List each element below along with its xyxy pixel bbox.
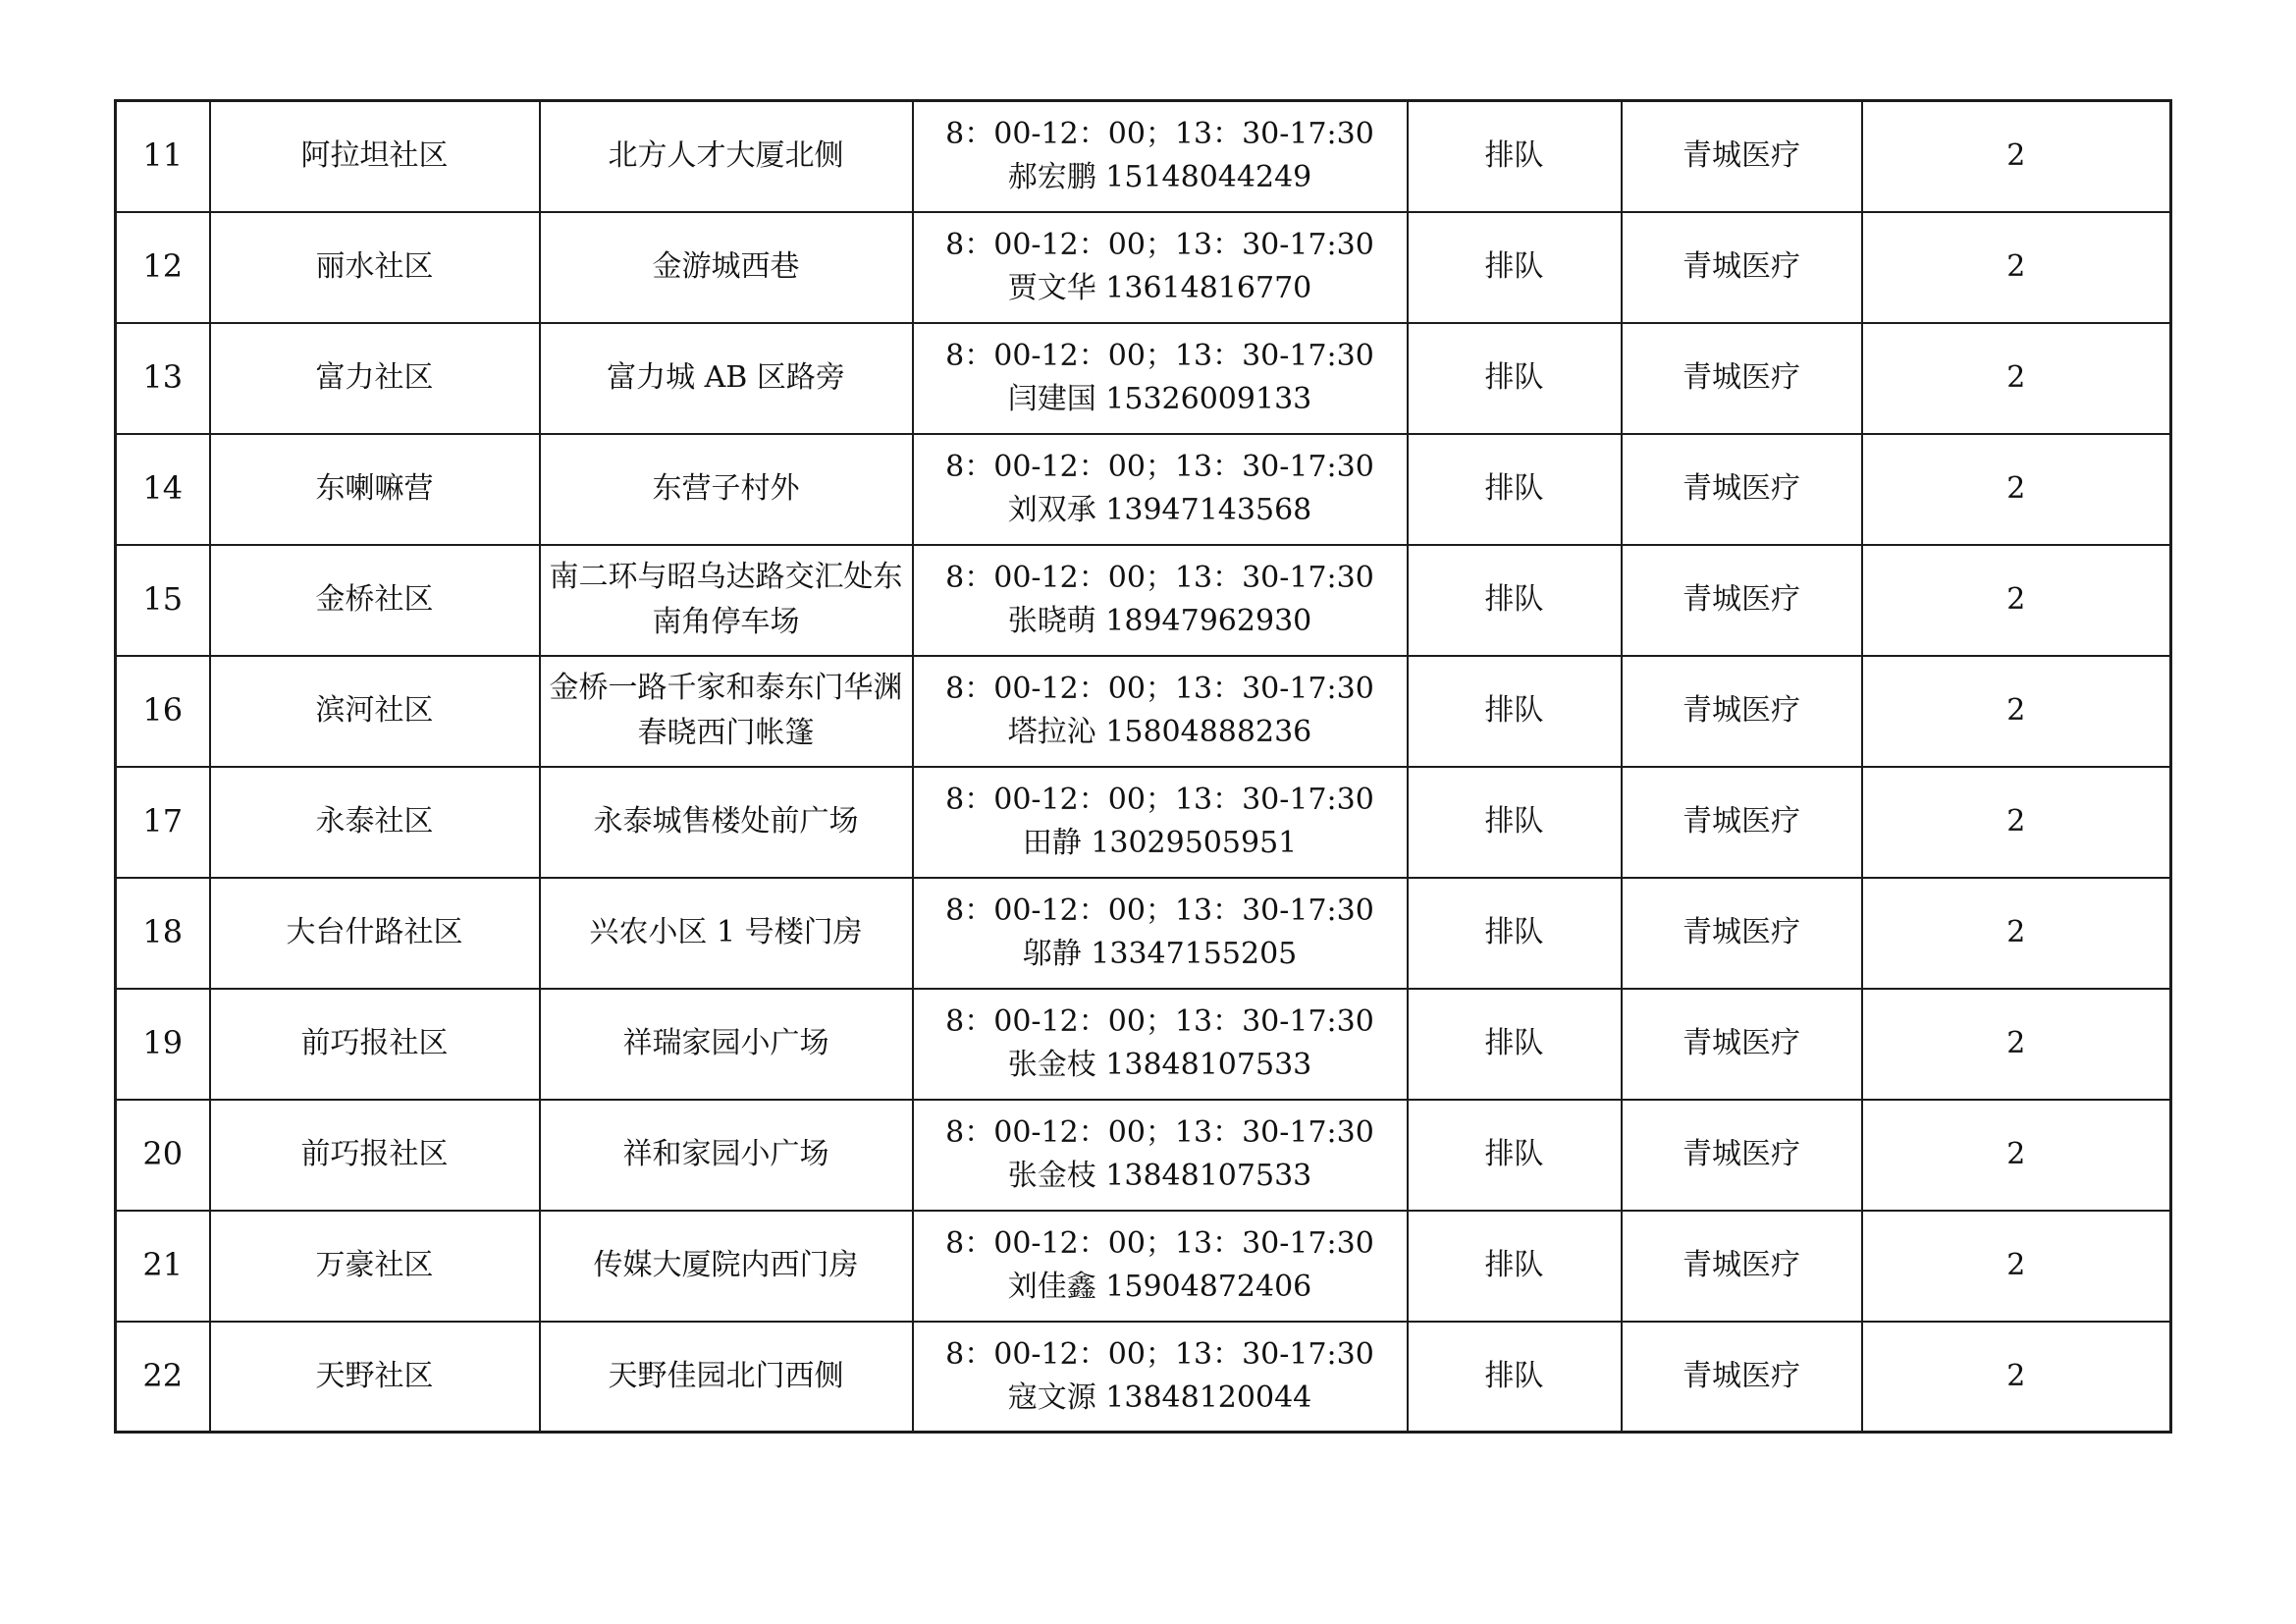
cell-schedule-contact [913,878,1408,989]
cell-schedule-contact [913,1211,1408,1322]
provider-text: 青城医疗 [1682,1026,1800,1060]
num-text: 16 [142,691,184,729]
schedule-text: 8：00-12：00；13：30-17:30 [945,1336,1374,1372]
method-text: 排队 [1484,582,1544,617]
cell-location [540,545,913,656]
cell-location [540,212,913,323]
location-text: 金桥一路千家和泰东门华渊春晓西门帐篷 [549,671,903,750]
cell-row-number [116,767,210,878]
cell-provider [1622,212,1862,323]
num-text: 17 [142,802,184,839]
community-text: 金桥社区 [315,582,434,617]
location-text: 兴农小区 1 号楼门房 [589,915,863,949]
cell-location [540,656,913,767]
location-text: 北方人才大厦北侧 [608,138,844,174]
cell-community-name [210,434,540,545]
cell-method [1408,1211,1622,1322]
method-text: 排队 [1484,915,1544,949]
location-text: 南二环与昭乌达路交汇处东南角停车场 [549,560,903,639]
provider-text: 青城医疗 [1682,1358,1800,1393]
cell-provider [1622,545,1862,656]
cell-method [1408,545,1622,656]
cell-count [1862,656,2171,767]
count-text: 2 [2006,360,2026,395]
cell-count [1862,878,2171,989]
provider-text: 青城医疗 [1682,1137,1800,1171]
num-text: 19 [142,1024,184,1061]
count-text: 2 [2006,471,2026,506]
location-text: 富力城 AB 区路旁 [607,360,845,395]
cell-count [1862,545,2171,656]
cell-location [540,989,913,1100]
cell-provider [1622,434,1862,545]
method-text: 排队 [1484,471,1544,506]
cell-row-number [116,212,210,323]
cell-community-name [210,1100,540,1211]
cell-schedule-contact [913,212,1408,323]
table-row [116,878,2171,989]
schedule-text: 8：00-12：00；13：30-17:30 [945,893,1374,928]
cell-community-name [210,545,540,656]
cell-method [1408,656,1622,767]
community-text: 富力社区 [315,360,434,395]
table-row [116,656,2171,767]
method-text: 排队 [1484,804,1544,839]
num-text: 11 [142,136,184,175]
table-row [116,323,2171,434]
num-text: 20 [142,1135,184,1172]
contact-text: 张金枝 13848107533 [1007,1159,1312,1193]
num-text: 12 [142,247,184,285]
location-text: 祥和家园小广场 [622,1137,829,1171]
schedule-text: 8：00-12：00；13：30-17:30 [945,672,1374,706]
contact-text: 邬静 13347155205 [1022,937,1298,971]
cell-row-number [116,878,210,989]
num-text: 22 [142,1356,184,1394]
count-text: 2 [2006,249,2026,284]
cell-count [1862,1100,2171,1211]
contact-text: 寇文源 13848120044 [1007,1380,1312,1415]
document-sheet [114,99,2172,1434]
contact-text: 张金枝 13848107533 [1007,1048,1312,1082]
location-text: 天野佳园北门西侧 [608,1358,844,1393]
provider-text: 青城医疗 [1682,1248,1800,1282]
cell-location [540,323,913,434]
table-row [116,1100,2171,1211]
cell-method [1408,434,1622,545]
community-sites-table [114,99,2172,1434]
count-text: 2 [2006,1358,2026,1393]
cell-location [540,767,913,878]
provider-text: 青城医疗 [1682,138,1800,174]
schedule-text: 8：00-12：00；13：30-17:30 [945,1115,1374,1150]
schedule-text: 8：00-12：00；13：30-17:30 [945,228,1374,262]
table-row [116,212,2171,323]
cell-schedule-contact [913,989,1408,1100]
cell-provider [1622,878,1862,989]
community-text: 前巧报社区 [300,1137,449,1171]
cell-location [540,1100,913,1211]
contact-text: 贾文华 13614816770 [1007,271,1312,305]
cell-count [1862,434,2171,545]
num-text: 14 [142,469,184,507]
schedule-text: 8：00-12：00；13：30-17:30 [945,783,1374,817]
count-text: 2 [2006,1248,2026,1282]
cell-community-name [210,656,540,767]
community-text: 永泰社区 [315,804,434,839]
community-text: 滨河社区 [315,693,434,728]
contact-text: 田静 13029505951 [1022,826,1298,860]
contact-text: 刘双承 13947143568 [1007,493,1312,527]
cell-count [1862,1322,2171,1433]
location-text: 金游城西巷 [652,249,800,284]
table-row [116,989,2171,1100]
count-text: 2 [2006,804,2026,839]
cell-provider [1622,656,1862,767]
count-text: 2 [2006,1026,2026,1060]
cell-location [540,1322,913,1433]
location-text: 祥瑞家园小广场 [622,1026,829,1060]
table-row [116,767,2171,878]
cell-method [1408,212,1622,323]
table-row [116,1211,2171,1322]
provider-text: 青城医疗 [1682,582,1800,617]
method-text: 排队 [1484,1248,1544,1282]
community-text: 阿拉坦社区 [300,138,449,174]
cell-location [540,101,913,212]
cell-community-name [210,101,540,212]
cell-row-number [116,434,210,545]
provider-text: 青城医疗 [1682,471,1800,506]
cell-method [1408,767,1622,878]
provider-text: 青城医疗 [1682,249,1800,284]
provider-text: 青城医疗 [1682,360,1800,395]
table-row [116,434,2171,545]
cell-schedule-contact [913,101,1408,212]
schedule-text: 8：00-12：00；13：30-17:30 [945,1004,1374,1039]
cell-count [1862,212,2171,323]
cell-row-number [116,545,210,656]
contact-text: 闫建国 15326009133 [1007,382,1312,416]
location-text: 东营子村外 [652,471,800,506]
cell-count [1862,989,2171,1100]
community-text: 东喇嘛营 [315,471,434,506]
cell-count [1862,767,2171,878]
cell-provider [1622,1211,1862,1322]
method-text: 排队 [1484,1137,1544,1171]
cell-row-number [116,656,210,767]
method-text: 排队 [1484,249,1544,284]
cell-method [1408,101,1622,212]
cell-provider [1622,767,1862,878]
location-text: 传媒大厦院内西门房 [593,1248,859,1282]
community-text: 天野社区 [315,1358,434,1393]
count-text: 2 [2006,915,2026,949]
cell-schedule-contact [913,434,1408,545]
cell-schedule-contact [913,1322,1408,1433]
cell-provider [1622,1322,1862,1433]
cell-row-number [116,323,210,434]
count-text: 2 [2006,693,2026,728]
method-text: 排队 [1484,1358,1544,1393]
cell-method [1408,989,1622,1100]
cell-method [1408,878,1622,989]
method-text: 排队 [1484,693,1544,728]
cell-location [540,878,913,989]
cell-community-name [210,1211,540,1322]
cell-count [1862,101,2171,212]
community-text: 丽水社区 [315,249,434,284]
cell-schedule-contact [913,545,1408,656]
num-text: 21 [142,1246,184,1283]
schedule-text: 8：00-12：00；13：30-17:30 [945,117,1374,152]
cell-location [540,434,913,545]
table-row [116,545,2171,656]
cell-row-number [116,989,210,1100]
cell-community-name [210,767,540,878]
method-text: 排队 [1484,138,1544,174]
schedule-text: 8：00-12：00；13：30-17:30 [945,1226,1374,1261]
provider-text: 青城医疗 [1682,915,1800,949]
cell-count [1862,323,2171,434]
cell-schedule-contact [913,656,1408,767]
method-text: 排队 [1484,360,1544,395]
cell-provider [1622,989,1862,1100]
cell-row-number [116,101,210,212]
cell-schedule-contact [913,767,1408,878]
schedule-text: 8：00-12：00；13：30-17:30 [945,339,1374,373]
community-text: 前巧报社区 [300,1026,449,1060]
community-text: 大台什路社区 [286,915,463,949]
schedule-text: 8：00-12：00；13：30-17:30 [945,561,1374,595]
cell-row-number [116,1100,210,1211]
count-text: 2 [2006,1137,2026,1171]
cell-provider [1622,1100,1862,1211]
cell-schedule-contact [913,1100,1408,1211]
location-text: 永泰城售楼处前广场 [593,804,859,839]
num-text: 18 [142,913,184,950]
cell-count [1862,1211,2171,1322]
cell-row-number [116,1322,210,1433]
cell-method [1408,1322,1622,1433]
cell-method [1408,1100,1622,1211]
cell-provider [1622,101,1862,212]
cell-community-name [210,212,540,323]
contact-text: 刘佳鑫 15904872406 [1007,1270,1312,1304]
contact-text: 塔拉沁 15804888236 [1007,715,1312,749]
table-row [116,1322,2171,1433]
cell-row-number [116,1211,210,1322]
cell-method [1408,323,1622,434]
provider-text: 青城医疗 [1682,693,1800,728]
num-text: 13 [142,358,184,396]
cell-schedule-contact [913,323,1408,434]
schedule-text: 8：00-12：00；13：30-17:30 [945,450,1374,484]
method-text: 排队 [1484,1026,1544,1060]
count-text: 2 [2006,582,2026,617]
contact-text: 张晓萌 18947962930 [1007,604,1312,638]
cell-community-name [210,989,540,1100]
contact-text: 郝宏鹏 15148044249 [1007,160,1312,195]
cell-community-name [210,323,540,434]
cell-community-name [210,1322,540,1433]
cell-community-name [210,878,540,989]
table-row [116,101,2171,212]
cell-provider [1622,323,1862,434]
cell-location [540,1211,913,1322]
count-text: 2 [2006,138,2026,174]
num-text: 15 [142,580,184,618]
community-text: 万豪社区 [315,1248,434,1282]
provider-text: 青城医疗 [1682,804,1800,839]
